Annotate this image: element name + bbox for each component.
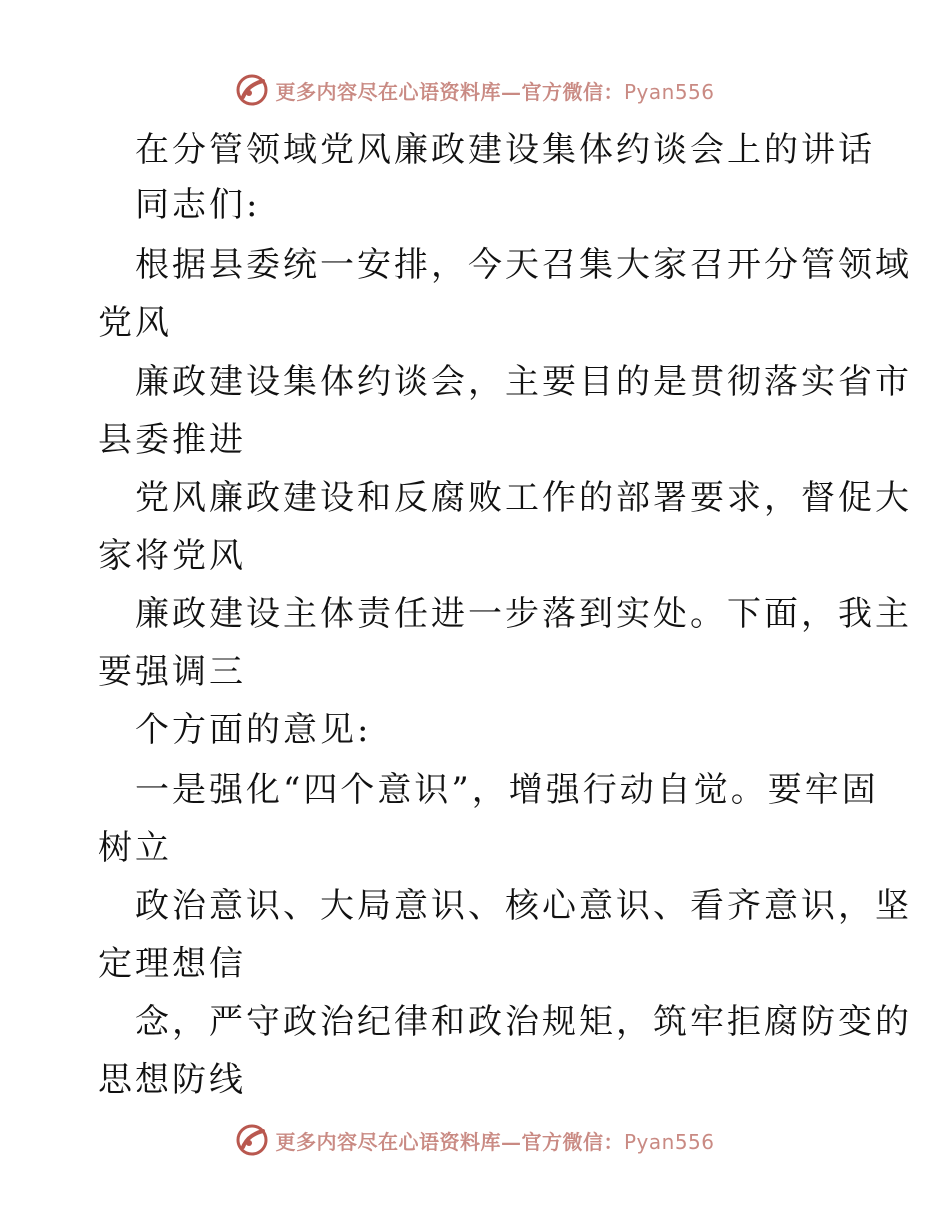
watermark-text: 更多内容尽在心语资料库—官方微信：Pyan556 — [275, 79, 715, 104]
text-line: 同志们: — [135, 185, 261, 225]
text-line: 党风 — [98, 303, 172, 343]
brush-circle-logo-icon — [235, 73, 269, 107]
text-line: 要强调三 — [98, 652, 246, 692]
text-line: 政治意识、大局意识、核心意识、看齐意识，坚 — [135, 886, 912, 926]
text-line: 县委推进 — [98, 420, 246, 460]
header-watermark — [0, 70, 950, 110]
text-line: 一是强化“四个意识”，增强行动自觉。要牢固 — [135, 770, 879, 810]
document-title: 在分管领域党风廉政建设集体约谈会上的讲话 — [135, 130, 875, 170]
text-line: 念，严守政治纪律和政治规矩，筑牢拒腐防变的 — [135, 1002, 912, 1042]
watermark-text: 更多内容尽在心语资料库—官方微信：Pyan556 — [275, 1129, 715, 1154]
footer-watermark — [0, 1120, 950, 1160]
text-line: 思想防线 — [98, 1060, 246, 1100]
text-line: 定理想信 — [98, 944, 246, 984]
text-line: 根据县委统一安排，今天召集大家召开分管领域 — [135, 245, 912, 285]
brush-circle-logo-icon — [235, 1123, 269, 1157]
text-line: 廉政建设集体约谈会，主要目的是贯彻落实省市 — [135, 362, 912, 402]
text-line: 个方面的意见: — [135, 710, 372, 750]
text-line: 树立 — [98, 828, 172, 868]
text-line: 廉政建设主体责任进一步落到实处。下面，我主 — [135, 594, 912, 634]
text-line: 家将党风 — [98, 536, 246, 576]
text-line: 党风廉政建设和反腐败工作的部署要求，督促大 — [135, 478, 912, 518]
